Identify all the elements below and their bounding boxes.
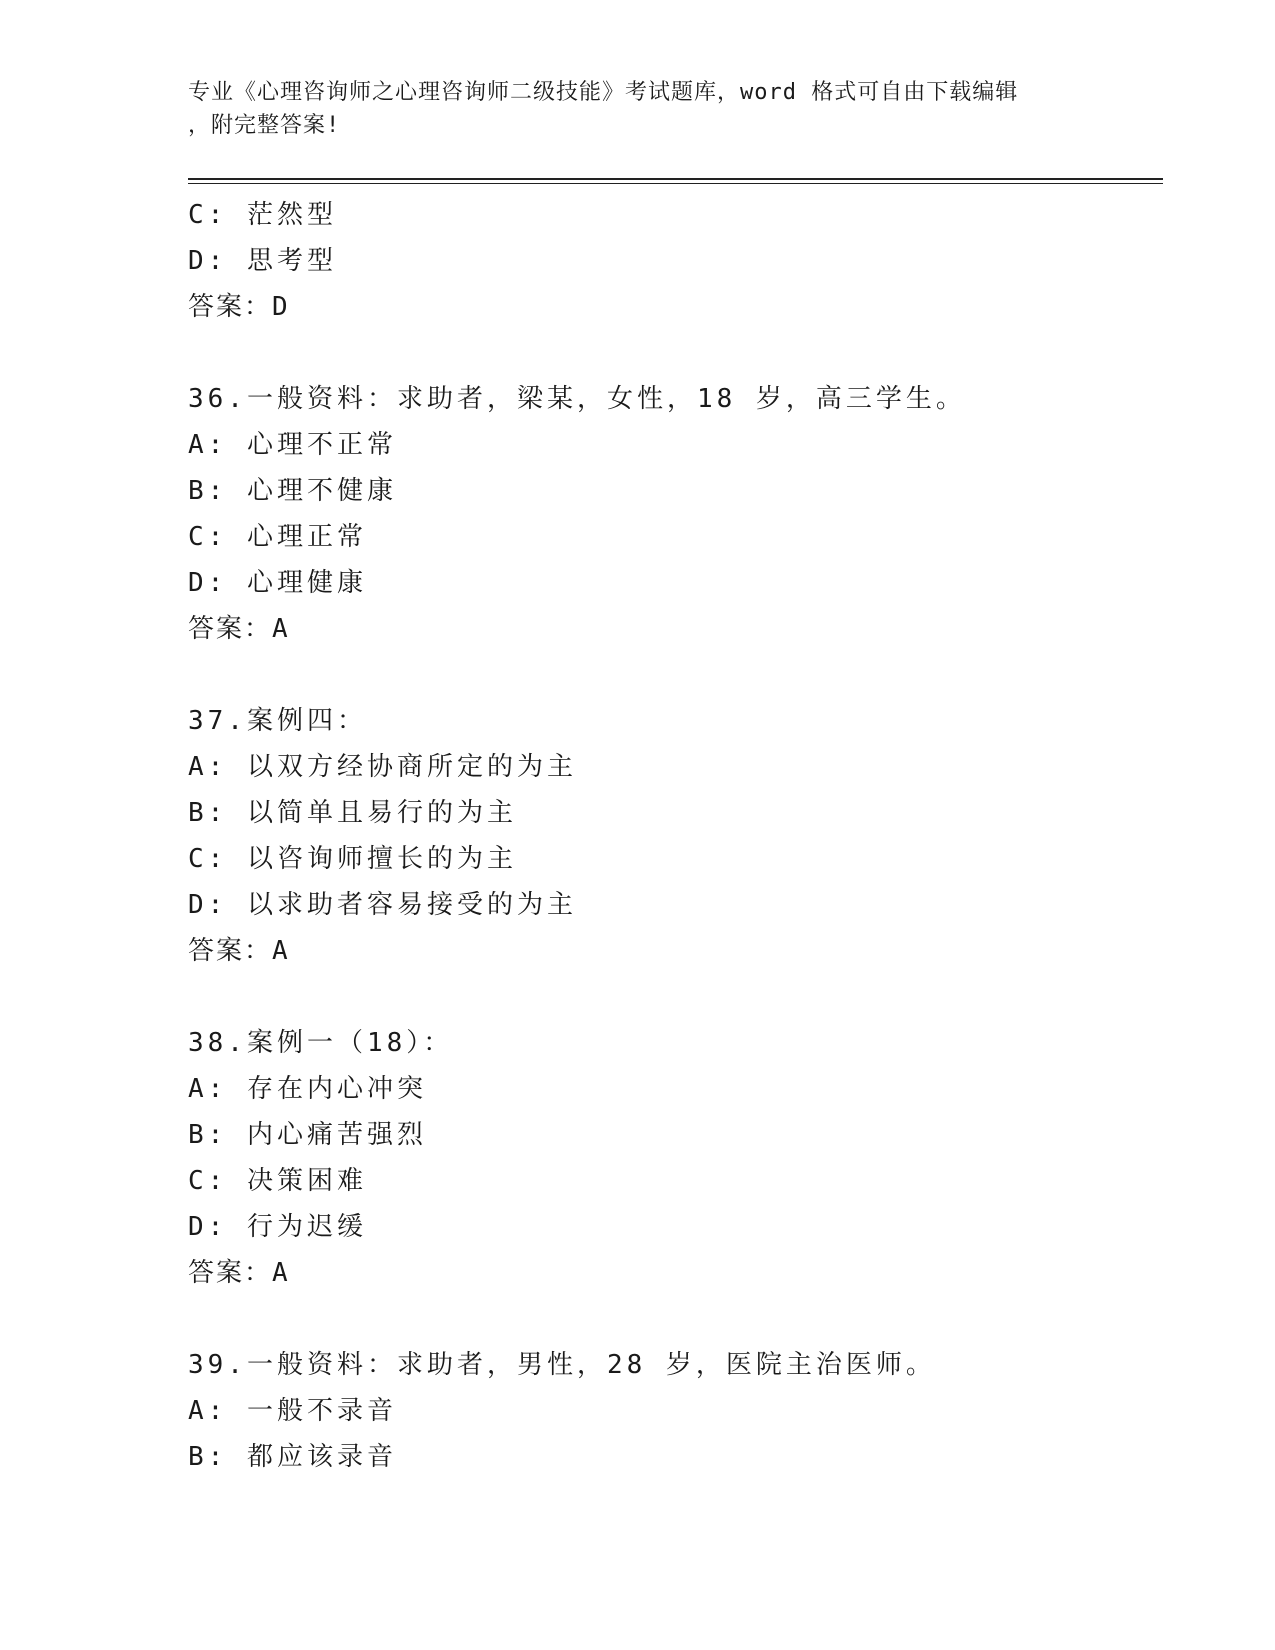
option-a: A: 存在内心冲突 [188,1074,427,1104]
answer: 答案：A [188,614,290,644]
question-36 [188,376,1163,652]
header-line-2: ，附完整答案! [188,113,341,138]
spacer [188,652,1163,698]
option-c: C: 决策困难 [188,1166,367,1196]
option-d: D: 思考型 [188,246,337,276]
option-d: D: 心理健康 [188,568,367,598]
question-stem: 38.案例一（18）： [188,1028,454,1058]
option-d: D: 行为迟缓 [188,1212,367,1242]
question-37 [188,698,1163,974]
answer: 答案：A [188,1258,290,1288]
answer: 答案：A [188,936,290,966]
option-c: C: 以咨询师擅长的为主 [188,844,517,874]
option-c: C: 心理正常 [188,522,367,552]
option-b: B: 以简单且易行的为主 [188,798,517,828]
header-divider-thin [188,183,1163,184]
spacer [188,1296,1163,1342]
question-38 [188,1020,1163,1296]
option-a: A: 以双方经协商所定的为主 [188,752,577,782]
spacer [188,330,1163,376]
question-35-tail [188,192,1163,330]
option-b: B: 内心痛苦强烈 [188,1120,427,1150]
question-stem: 39.一般资料：求助者，男性，28 岁，医院主治医师。 [188,1350,936,1380]
document-header [188,76,1088,142]
option-c: C: 茫然型 [188,200,337,230]
question-list [188,192,1163,1480]
header-divider-thick [188,178,1163,180]
header-line-1: 专业《心理咨询师之心理咨询师二级技能》考试题库，word 格式可自由下载编辑 [188,80,1019,105]
option-b: B: 都应该录音 [188,1442,397,1472]
option-a: A: 心理不正常 [188,430,397,460]
option-a: A: 一般不录音 [188,1396,397,1426]
spacer [188,974,1163,1020]
question-stem: 36.一般资料：求助者，梁某，女性，18 岁，高三学生。 [188,384,966,414]
question-stem: 37.案例四： [188,706,367,736]
answer: 答案：D [188,292,290,322]
question-39 [188,1342,1163,1480]
option-b: B: 心理不健康 [188,476,397,506]
option-d: D: 以求助者容易接受的为主 [188,890,577,920]
